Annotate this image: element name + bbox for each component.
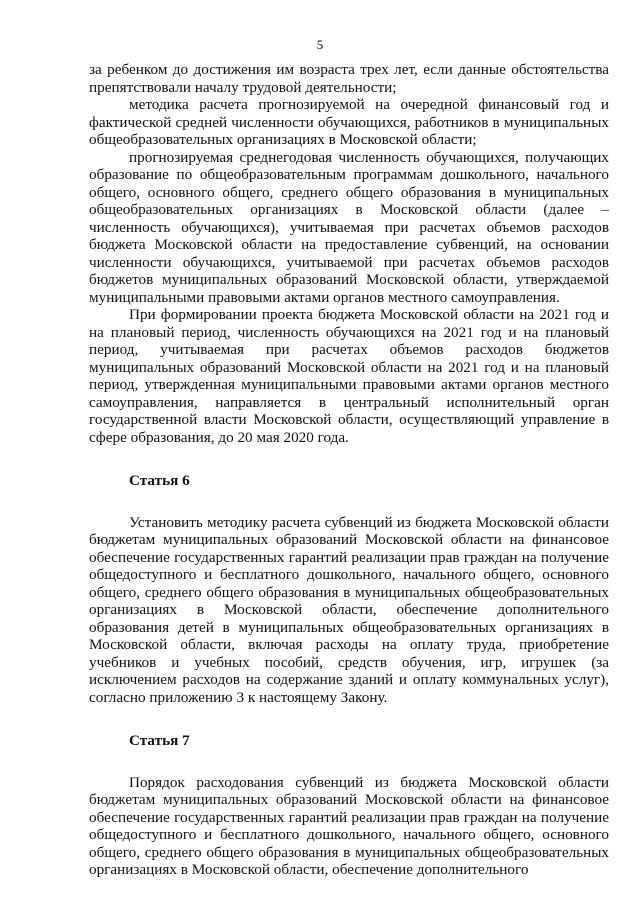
paragraph-article-7: Порядок расходования субвенций из бюджета Московской области бюджетам муниципальных образований Московской области на финансовое обеспечение государственных гарантий реализации прав граждан на получение общедоступного и бесплатного дошкольного, начального общего, основного общего, среднего общего образования в муниципальных общеобразовательных организациях в Московской области, обеспечение дополнительного (89, 773, 609, 878)
paragraph-methodology: методика расчета прогнозируемой на очередной финансовый год и фактической средней численности обучающихся, работников в муниципальных общеобразовательных организациях в Московской области; (89, 96, 609, 148)
paragraph-continuation: за ребенком до достижения им возраста трех лет, если данные обстоятельства препятствовали началу трудовой деятельности; (89, 61, 609, 96)
page-number: 5 (316, 37, 324, 52)
document-body (89, 61, 609, 879)
paragraph-budget-2021: При формировании проекта бюджета Московской области на 2021 год и на плановый период, численность обучающихся на 2021 год и на плановый период, учитываемая при расчетах объемов расходов бюджетов муниципальных образований Московской области на 2021 год и на плановый период, утвержденная муниципальными правовыми актами органов местного самоуправления, направляется в центральный исполнительный орган государственной власти Московской области, осуществляющий управление в сфере образования, до 20 мая 2020 года. (89, 306, 609, 446)
paragraph-forecast-enrollment: прогнозируемая среднегодовая численность обучающихся, получающих образование по общеобразовательным программам дошкольного, начального общего, основного общего, среднего общего образования в муниципальных общеобразовательных организациях в Московской области (далее – численность обучающихся), учитываемая при расчетах объемов расходов бюджета Московской области на предоставление субвенций, на основании численности обучающихся, учитываемой при расчетах объемов расходов бюджетов муниципальных образований Московской области, утверждаемой муниципальными правовыми актами органов местного самоуправления. (89, 148, 609, 306)
article-6-heading: Статья 6 (129, 472, 190, 489)
paragraph-article-6: Установить методику расчета субвенций из бюджета Московской области бюджетам муниципальных образований Московской области на финансовое обеспечение государственных гарантий реализации прав граждан на получение общедоступного и бесплатного дошкольного, начального общего, основного общего, среднего общего образования в муниципальных общеобразовательных организациях в Московской области, обеспечение дополнительного образования детей в муниципальных общеобразовательных организациях в Московской области, включая расходы на оплату труда, приобретение учебников и учебных пособий, средств обучения, игр, игрушек (за исключением расходов на содержание зданий и оплату коммунальных услуг), согласно приложению 3 к настоящему Закону. (89, 513, 609, 706)
article-7-heading: Статья 7 (129, 732, 190, 749)
